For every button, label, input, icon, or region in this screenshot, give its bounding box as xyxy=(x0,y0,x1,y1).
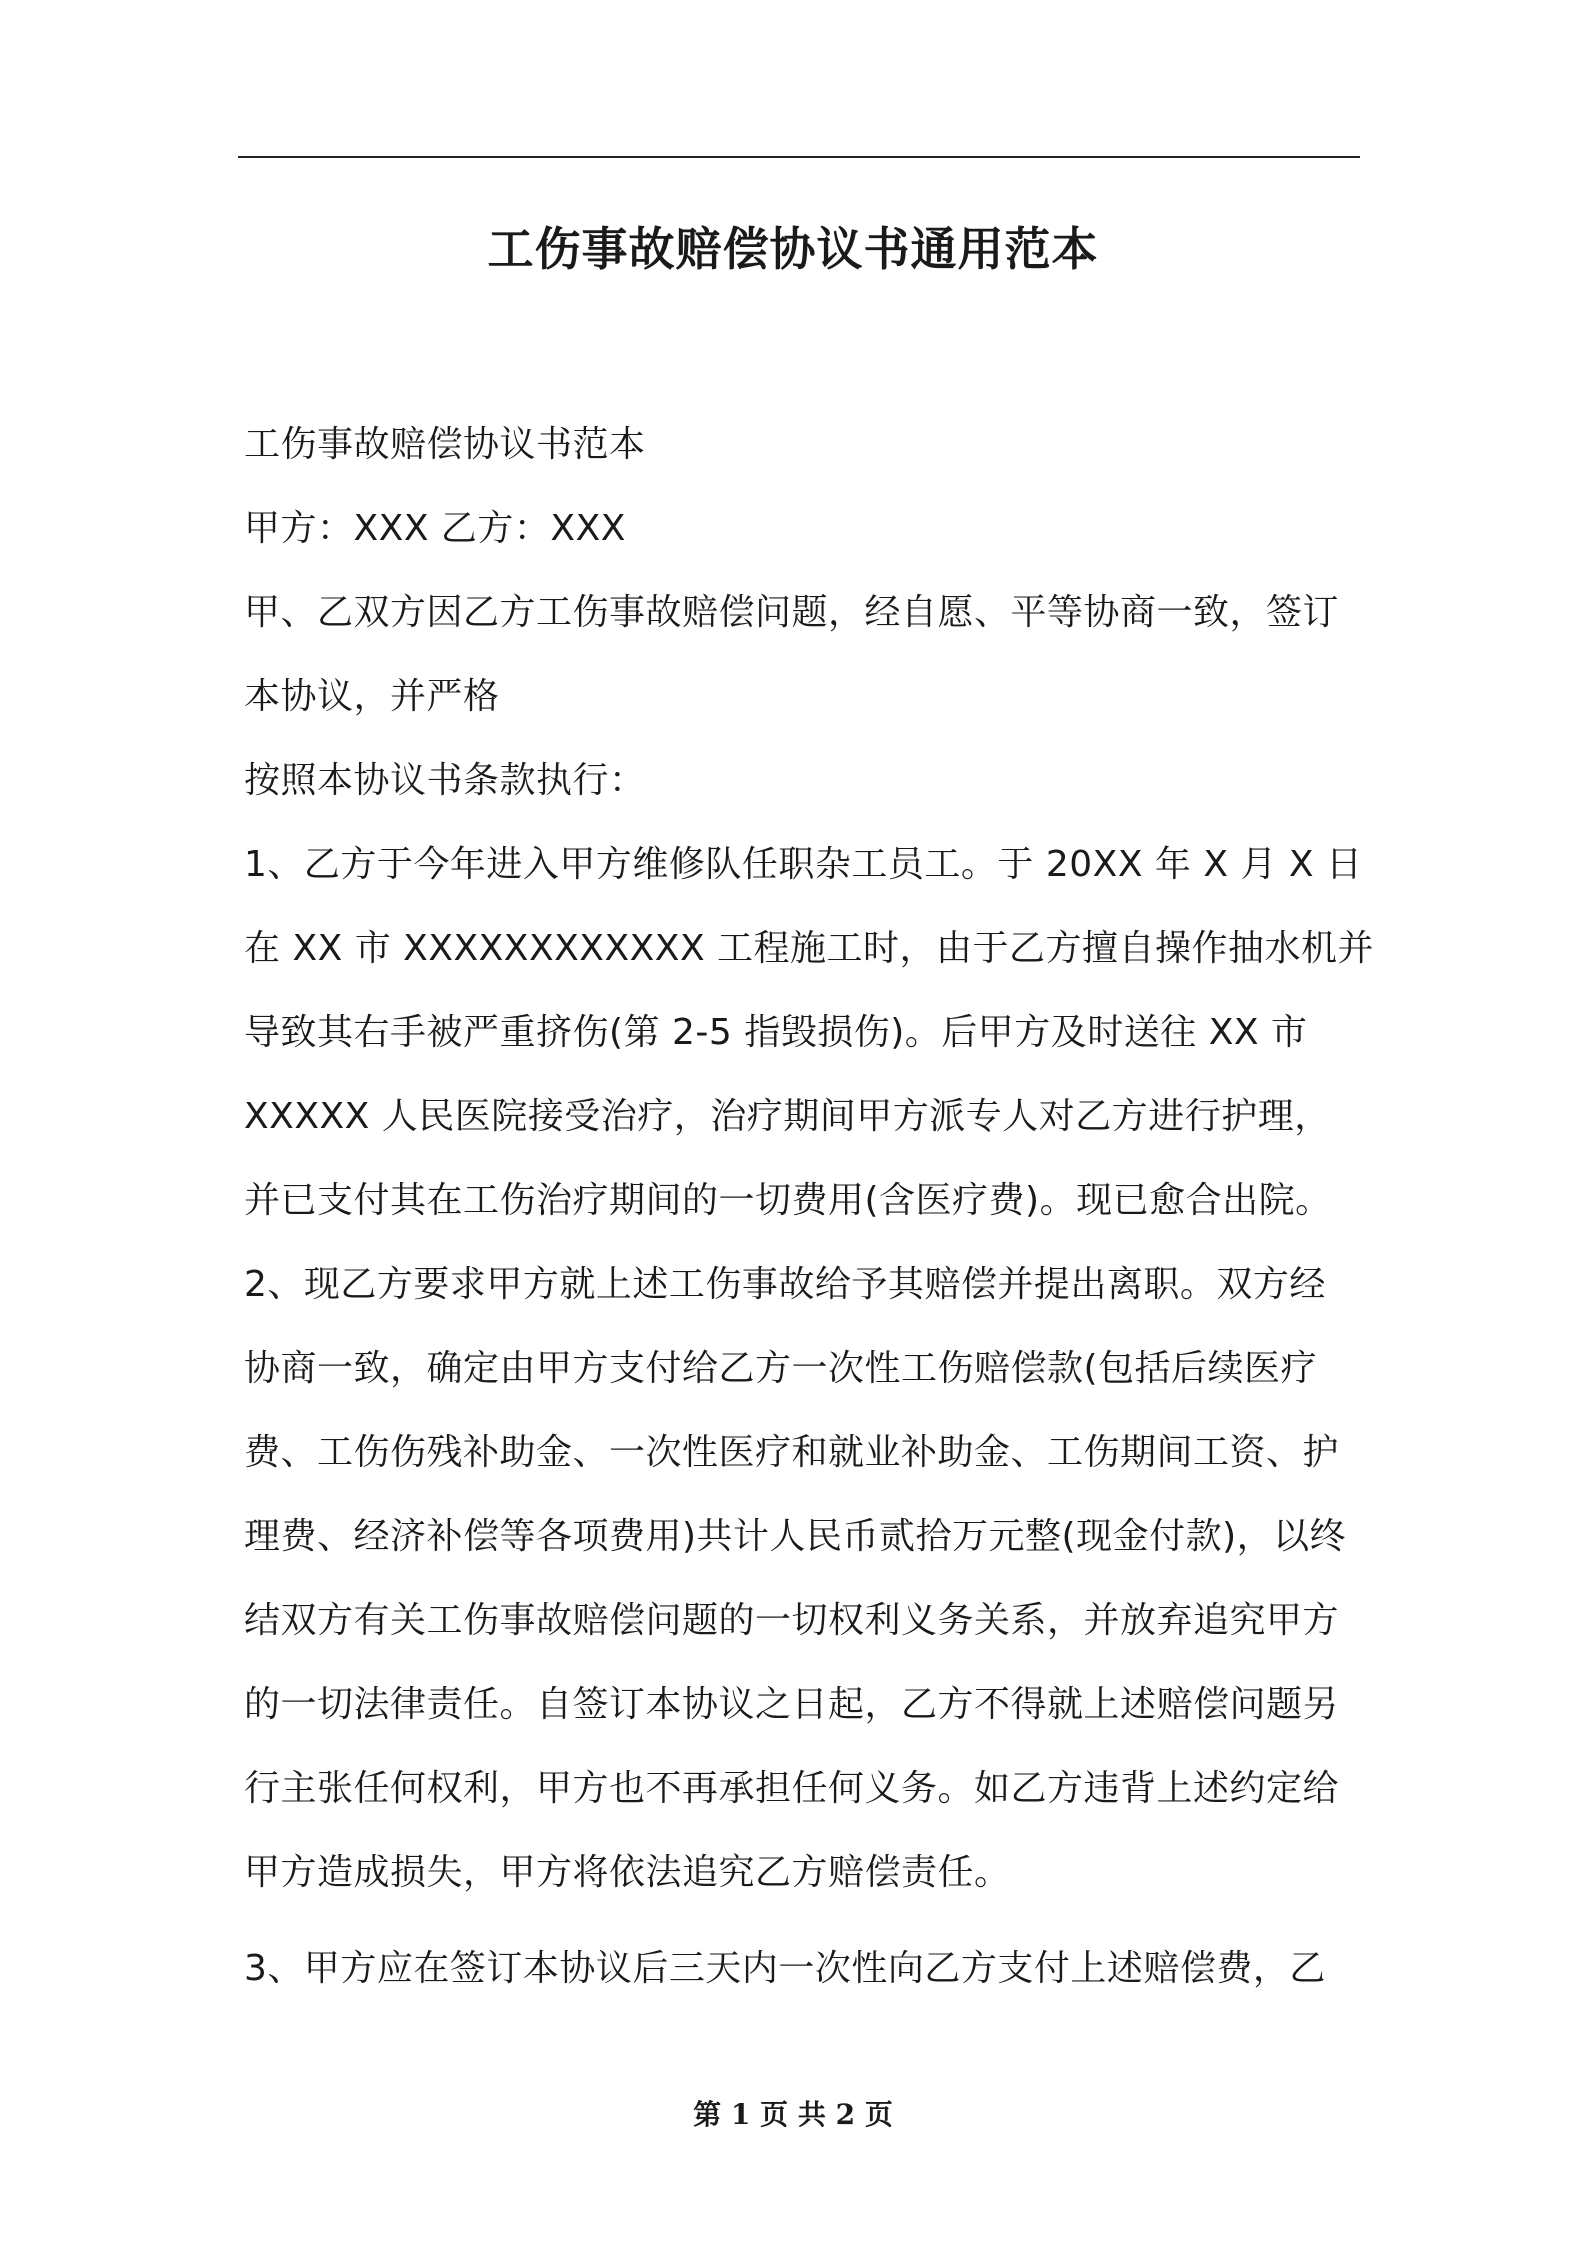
body-line: 理费、经济补偿等各项费用)共计人民币贰拾万元整(现金付款)，以终 xyxy=(244,1516,1347,1557)
document-title: 工伤事故赔偿协议书通用范本 xyxy=(487,222,1099,276)
paragraph-gap xyxy=(244,1915,1354,1927)
body-line: 协商一致，确定由甲方支付给乙方一次性工伤赔偿款(包括后续医疗 xyxy=(244,1348,1318,1389)
body-line: XXXXX 人民医院接受治疗，治疗期间甲方派专人对乙方进行护理， xyxy=(244,1096,1331,1137)
body-line: 结双方有关工伤事故赔偿问题的一切权利义务关系，并放弃追究甲方 xyxy=(244,1600,1340,1641)
body-line: 甲方造成损失，甲方将依法追究乙方赔偿责任。 xyxy=(244,1852,1011,1893)
body-line: 的一切法律责任。自签订本协议之日起，乙方不得就上述赔偿问题另 xyxy=(244,1684,1340,1725)
body-line: 工伤事故赔偿协议书范本 xyxy=(244,424,646,465)
body-line: 在 XX 市 XXXXXXXXXXXX 工程施工时，由于乙方擅自操作抽水机并 xyxy=(244,928,1375,969)
body-line: 行主张任何权利，甲方也不再承担任何义务。如乙方违背上述约定给 xyxy=(244,1768,1340,1809)
body-line: 甲方：XXX 乙方：XXX xyxy=(244,508,626,549)
body-line: 导致其右手被严重挤伤(第 2-5 指毁损伤)。后甲方及时送往 XX 市 xyxy=(244,1012,1308,1053)
page-number-footer: 第 1 页 共 2 页 xyxy=(693,2098,893,2131)
body-line: 3、甲方应在签订本协议后三天内一次性向乙方支付上述赔偿费，乙 xyxy=(244,1948,1326,1989)
body-line: 2、现乙方要求甲方就上述工伤事故给予其赔偿并提出离职。双方经 xyxy=(244,1264,1326,1305)
document-body xyxy=(244,403,1375,2011)
body-line: 按照本协议书条款执行： xyxy=(244,760,646,801)
body-line: 费、工伤伤残补助金、一次性医疗和就业补助金、工伤期间工资、护 xyxy=(244,1432,1340,1473)
body-line: 本协议，并严格 xyxy=(244,676,500,717)
body-line: 甲、乙双方因乙方工伤事故赔偿问题，经自愿、平等协商一致，签订 xyxy=(244,592,1340,633)
header-rule xyxy=(238,156,1360,158)
body-line: 1、乙方于今年进入甲方维修队任职杂工员工。于 20XX 年 X 月 X 日 xyxy=(244,844,1363,885)
body-line: 并已支付其在工伤治疗期间的一切费用(含医疗费)。现已愈合出院。 xyxy=(244,1180,1332,1221)
